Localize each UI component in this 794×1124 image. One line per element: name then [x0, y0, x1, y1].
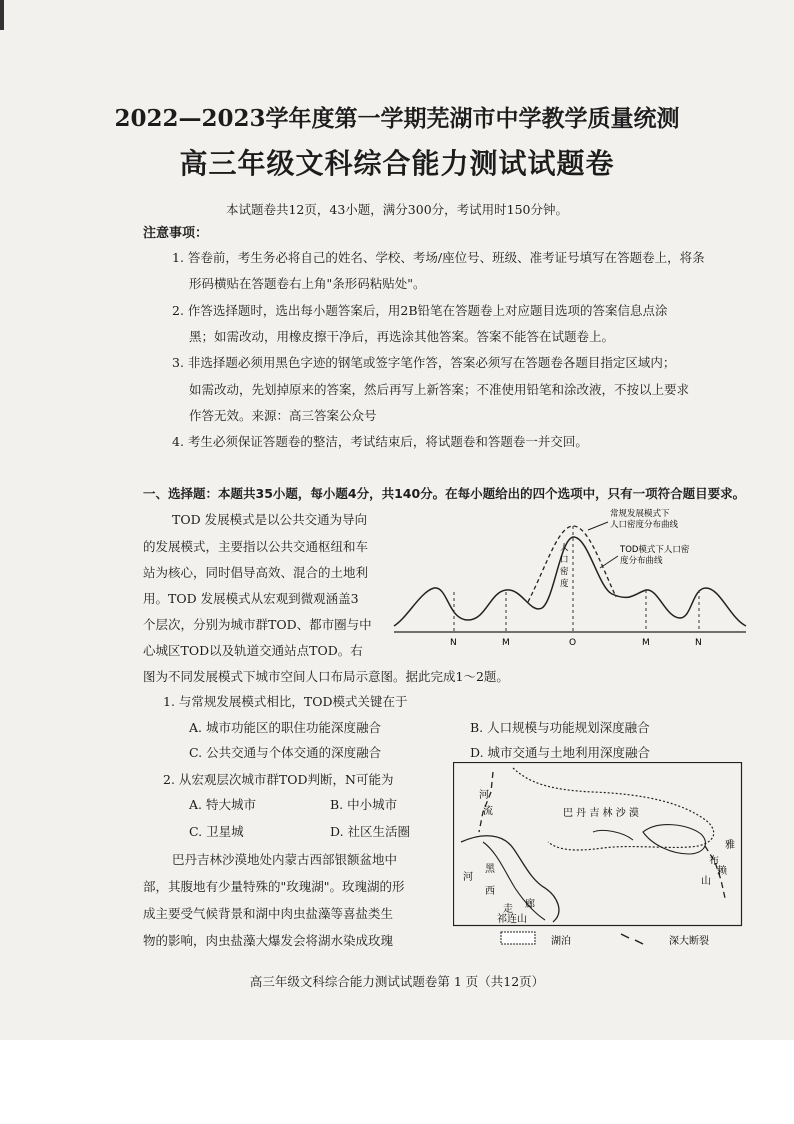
passage2-line: 巴丹吉林沙漠地处内蒙古西部银额盆地中	[172, 852, 398, 867]
exam-title-line1: 2022—2023学年度第一学期芜湖市中学教学质量统测	[114, 105, 680, 132]
label-desert: 巴 丹 吉 林 沙 漠	[563, 808, 639, 819]
legend-tod-2: 度分布曲线	[620, 556, 663, 566]
section-title: 一、选择题：本题共35小题，每小题4分，共140分。在每小题给出的四个选项中，只有一项符合题目要求。	[143, 486, 746, 501]
passage1-line: 图为不同发展模式下城市空间人口布局示意图。据此完成1～2题。	[143, 669, 509, 684]
passage1-line: 个层次，分别为城市群TOD、都市圈与中	[143, 617, 372, 632]
legend-tod-1: TOD模式下人口密	[620, 545, 690, 555]
x-tick: O	[569, 638, 577, 648]
note-line: 3. 非选择题必须用黑色字迹的钢笔或签字笔作答，答案必须写在答题卷各题目指定区域内；	[172, 355, 676, 370]
q1-stem: 1. 与常规发展模式相比，TOD模式关键在于	[163, 694, 408, 709]
notes-heading: 注意事项：	[143, 226, 209, 241]
q1-option-d: D. 城市交通与土地利用深度融合	[470, 745, 651, 760]
ylabel-4: 度	[560, 579, 569, 589]
legend-fault-swatch	[621, 934, 643, 944]
ylabel-1: 人	[560, 543, 569, 553]
passage1-line: 的发展模式，主要指以公共交通枢纽和车	[143, 539, 369, 554]
badain-jaran-map	[453, 762, 743, 958]
exam-info: 本试题卷共12页，43小题，满分300分，考试用时150分钟。	[225, 202, 569, 217]
ylabel-2: 口	[560, 555, 569, 565]
label-lang: 廊	[525, 899, 535, 910]
q2-option-b: B. 中小城市	[330, 797, 398, 812]
label-river-1: 河	[479, 790, 489, 801]
label-heihe-3: 西	[485, 886, 495, 897]
note-line: 形码横贴在答题卷右上角"条形码粘贴处"。	[189, 276, 426, 291]
passage1-line: 站为核心，同时倡导高效、混合的土地利	[143, 565, 369, 580]
exam-title-line2: 高三年级文科综合能力测试试题卷	[179, 147, 615, 180]
note-line: 1. 答卷前，考生务必将自己的姓名、学校、考场/座位号、班级、准考证号填写在答题卷上，将条	[172, 250, 705, 265]
label-qilian: 祁连山	[497, 914, 527, 925]
legend-lake-label: 湖泊	[551, 936, 571, 947]
label-yabulai-1: 雅	[725, 840, 735, 851]
label-yabulai-3: 赖	[717, 866, 727, 877]
q2-option-d: D. 社区生活圈	[330, 824, 411, 839]
legend-fault-label: 深大断裂	[669, 936, 709, 947]
note-line: 4. 考生必须保证答题卷的整洁，考试结束后，将试题卷和答题卷一并交回。	[172, 434, 588, 449]
passage2-line: 物的影响，肉虫盐藻大爆发会将湖水染成玫瑰	[143, 933, 394, 948]
river-dashed	[479, 772, 493, 832]
page-footer: 高三年级文科综合能力测试试题卷第 1 页（共12页）	[249, 974, 545, 989]
q1-option-b: B. 人口规模与功能规划深度融合	[470, 720, 650, 735]
map-frame	[454, 763, 742, 926]
legend-tod-pointer	[600, 556, 618, 568]
section-heading	[143, 484, 745, 502]
desert-interior-line	[593, 830, 633, 840]
tod-density-curve	[394, 537, 746, 626]
passage2-line: 部，其腹地有少量特殊的"玫瑰湖"。玫瑰湖的形	[143, 879, 405, 894]
legend-normal-1: 常规发展模式下	[610, 509, 670, 519]
legend-lake-swatch	[501, 932, 535, 944]
note-line: 黑；如需改动，用橡皮擦干净后，再选涂其他答案。答案不能答在试题卷上。	[189, 329, 615, 344]
q2-option-a: A. 特大城市	[189, 797, 256, 812]
x-tick: M	[642, 638, 650, 648]
yabulai-range	[643, 825, 705, 854]
label-yabulai-2: 布	[709, 856, 719, 867]
note-line: 如需改动，先划掉原来的答案，然后再写上新答案；不准使用铅笔和涂改液，不按以上要求	[189, 382, 690, 397]
label-heihe-2: 河	[463, 872, 473, 883]
corner-mark	[0, 0, 4, 30]
note-line: 作答无效。来源：高三答案公众号	[189, 408, 377, 423]
label-zoulang: 走	[503, 904, 513, 915]
q2-option-c: C. 卫星城	[189, 824, 244, 839]
legend-normal-2: 人口密度分布曲线	[610, 520, 679, 530]
population-density-figure	[388, 502, 754, 652]
q1-option-a: A. 城市功能区的职住功能深度融合	[189, 720, 381, 735]
x-tick: N	[695, 638, 702, 648]
label-heihe-1: 黑	[485, 864, 495, 875]
q2-stem: 2. 从宏观层次城市群TOD判断，N可能为	[163, 772, 394, 787]
passage1-line: TOD 发展模式是以公共交通为导向	[172, 512, 368, 527]
note-line: 2. 作答选择题时，选出每小题答案后，用2B铅笔在答题卷上对应题目选项的答案信息点涂	[172, 303, 668, 318]
q1-option-c: C. 公共交通与个体交通的深度融合	[189, 745, 382, 760]
legend-normal-pointer	[588, 522, 608, 530]
ylabel-3: 密	[560, 567, 569, 577]
passage1-line: 心城区TOD以及轨道交通站点TOD。右	[143, 643, 363, 658]
passage1-line: 用。TOD 发展模式从宏观到微观涵盖3	[143, 591, 359, 606]
x-tick: M	[502, 638, 510, 648]
passage2-line: 成主要受气候背景和湖中肉虫盐藻等喜盐类生	[143, 906, 394, 921]
x-tick: N	[450, 638, 457, 648]
label-shan: 山	[701, 876, 711, 887]
label-river-2: 流	[483, 806, 493, 817]
